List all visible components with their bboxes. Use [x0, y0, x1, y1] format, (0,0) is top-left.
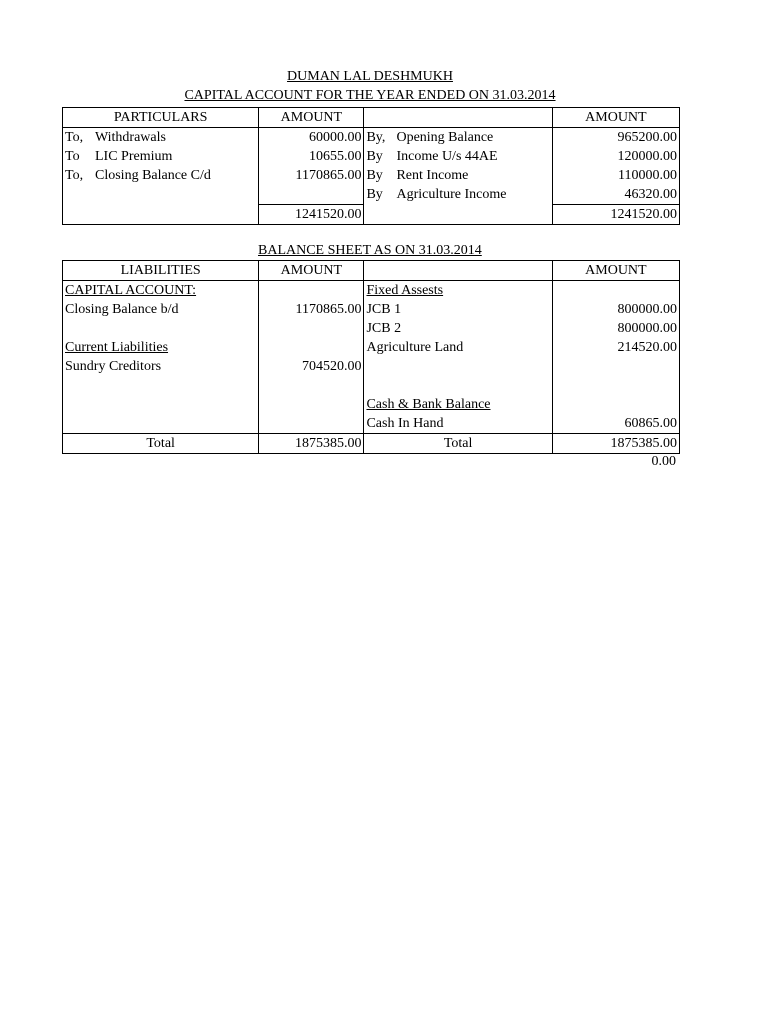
- empty-cell: [259, 319, 364, 338]
- asset-amount: 214520.00: [552, 338, 679, 357]
- asset-label: Agriculture Land: [364, 338, 552, 357]
- empty-cell: [259, 185, 364, 205]
- fixed-assets-heading: Fixed Assests: [364, 281, 552, 301]
- empty-cell: [63, 376, 259, 395]
- capital-header-row: [63, 108, 680, 128]
- blank-header: [364, 108, 552, 128]
- empty-cell: [552, 357, 679, 376]
- table-row: [63, 147, 680, 166]
- closing-balance-label: Closing Balance b/d: [63, 300, 259, 319]
- debit-label: Closing Balance C/d: [95, 168, 211, 183]
- debit-particular: [63, 147, 259, 166]
- account-holder-name: DUMAN LAL DESHMUKH: [287, 69, 453, 84]
- asset-amount: 800000.00: [552, 300, 679, 319]
- balance-total-right: 1875385.00: [552, 434, 679, 454]
- asset-label: JCB 1: [364, 300, 552, 319]
- debit-label: Withdrawals: [95, 130, 166, 145]
- credit-particular: [364, 147, 552, 166]
- table-row: [63, 395, 680, 414]
- current-liabilities-heading: Current Liabilities: [63, 338, 259, 357]
- empty-cell: [259, 281, 364, 301]
- empty-cell: [63, 185, 259, 205]
- empty-cell: [259, 376, 364, 395]
- credit-label: Agriculture Income: [396, 187, 507, 203]
- total-label-right: Total: [364, 434, 552, 454]
- table-row: [63, 166, 680, 185]
- table-row: [63, 300, 680, 319]
- empty-cell: [364, 376, 552, 395]
- empty-cell: [259, 338, 364, 357]
- empty-cell: [63, 414, 259, 434]
- credit-label: Opening Balance: [396, 130, 494, 145]
- table-row: [63, 376, 680, 395]
- cash-in-hand-label: Cash In Hand: [364, 414, 552, 434]
- table-row: [63, 319, 680, 338]
- empty-cell: [63, 319, 259, 338]
- sundry-creditors-amount: 704520.00: [259, 357, 364, 376]
- cash-in-hand-amount: 60865.00: [552, 414, 679, 434]
- debit-amount: 60000.00: [259, 128, 364, 148]
- credit-label: Rent Income: [396, 168, 469, 183]
- asset-label: JCB 2: [364, 319, 552, 338]
- table-row: [63, 185, 680, 205]
- particulars-header: PARTICULARS: [63, 108, 259, 128]
- asset-amount: 800000.00: [552, 319, 679, 338]
- empty-cell: [552, 281, 679, 301]
- amount-header-right: AMOUNT: [552, 261, 679, 281]
- table-row: [63, 338, 680, 357]
- credit-prefix: By: [366, 168, 383, 183]
- credit-particular: [364, 128, 552, 148]
- closing-balance-amount: 1170865.00: [259, 300, 364, 319]
- difference-value: 0.00: [651, 454, 676, 469]
- capital-account-heading: CAPITAL ACCOUNT:: [63, 281, 259, 301]
- amount-header-right: AMOUNT: [552, 108, 679, 128]
- credit-amount: 110000.00: [552, 166, 679, 185]
- credit-prefix: By,: [366, 130, 386, 145]
- capital-account-table: [62, 107, 680, 225]
- table-row: [63, 357, 680, 376]
- table-row: [63, 414, 680, 434]
- liabilities-header: LIABILITIES: [63, 261, 259, 281]
- credit-amount: 965200.00: [552, 128, 679, 148]
- credit-amount: 46320.00: [552, 185, 679, 205]
- debit-amount: 1170865.00: [259, 166, 364, 185]
- empty-cell: [552, 395, 679, 414]
- balance-total-row: [63, 434, 680, 454]
- blank-header: [364, 261, 552, 281]
- empty-cell: [364, 205, 552, 225]
- capital-total-left: 1241520.00: [259, 205, 364, 225]
- amount-header-left: AMOUNT: [259, 261, 364, 281]
- balance-sheet-title: BALANCE SHEET AS ON 31.03.2014: [258, 243, 482, 258]
- credit-particular: [364, 166, 552, 185]
- balance-total-left: 1875385.00: [259, 434, 364, 454]
- balance-header-row: [63, 261, 680, 281]
- credit-particular: [364, 185, 552, 205]
- empty-cell: [63, 205, 259, 225]
- total-label-left: Total: [63, 434, 259, 454]
- balance-sheet-table: [62, 260, 680, 454]
- empty-cell: [259, 395, 364, 414]
- empty-cell: [63, 395, 259, 414]
- table-row: [63, 281, 680, 301]
- capital-total-right: 1241520.00: [552, 205, 679, 225]
- debit-amount: 10655.00: [259, 147, 364, 166]
- cash-bank-heading: Cash & Bank Balance: [364, 395, 552, 414]
- debit-label: LIC Premium: [95, 149, 173, 164]
- debit-prefix: To,: [65, 168, 84, 183]
- credit-prefix: By: [366, 187, 383, 203]
- credit-amount: 120000.00: [552, 147, 679, 166]
- capital-account-title: CAPITAL ACCOUNT FOR THE YEAR ENDED ON 31.03.2014: [184, 88, 556, 103]
- credit-label: Income U/s 44AE: [396, 149, 498, 164]
- amount-header-left: AMOUNT: [259, 108, 364, 128]
- empty-cell: [552, 376, 679, 395]
- debit-prefix: To: [65, 149, 80, 164]
- table-row: [63, 128, 680, 148]
- debit-particular: [63, 128, 259, 148]
- sundry-creditors-label: Sundry Creditors: [63, 357, 259, 376]
- empty-cell: [364, 357, 552, 376]
- debit-particular: [63, 166, 259, 185]
- capital-total-row: [63, 205, 680, 225]
- credit-prefix: By: [366, 149, 383, 164]
- debit-prefix: To,: [65, 130, 84, 145]
- empty-cell: [259, 414, 364, 434]
